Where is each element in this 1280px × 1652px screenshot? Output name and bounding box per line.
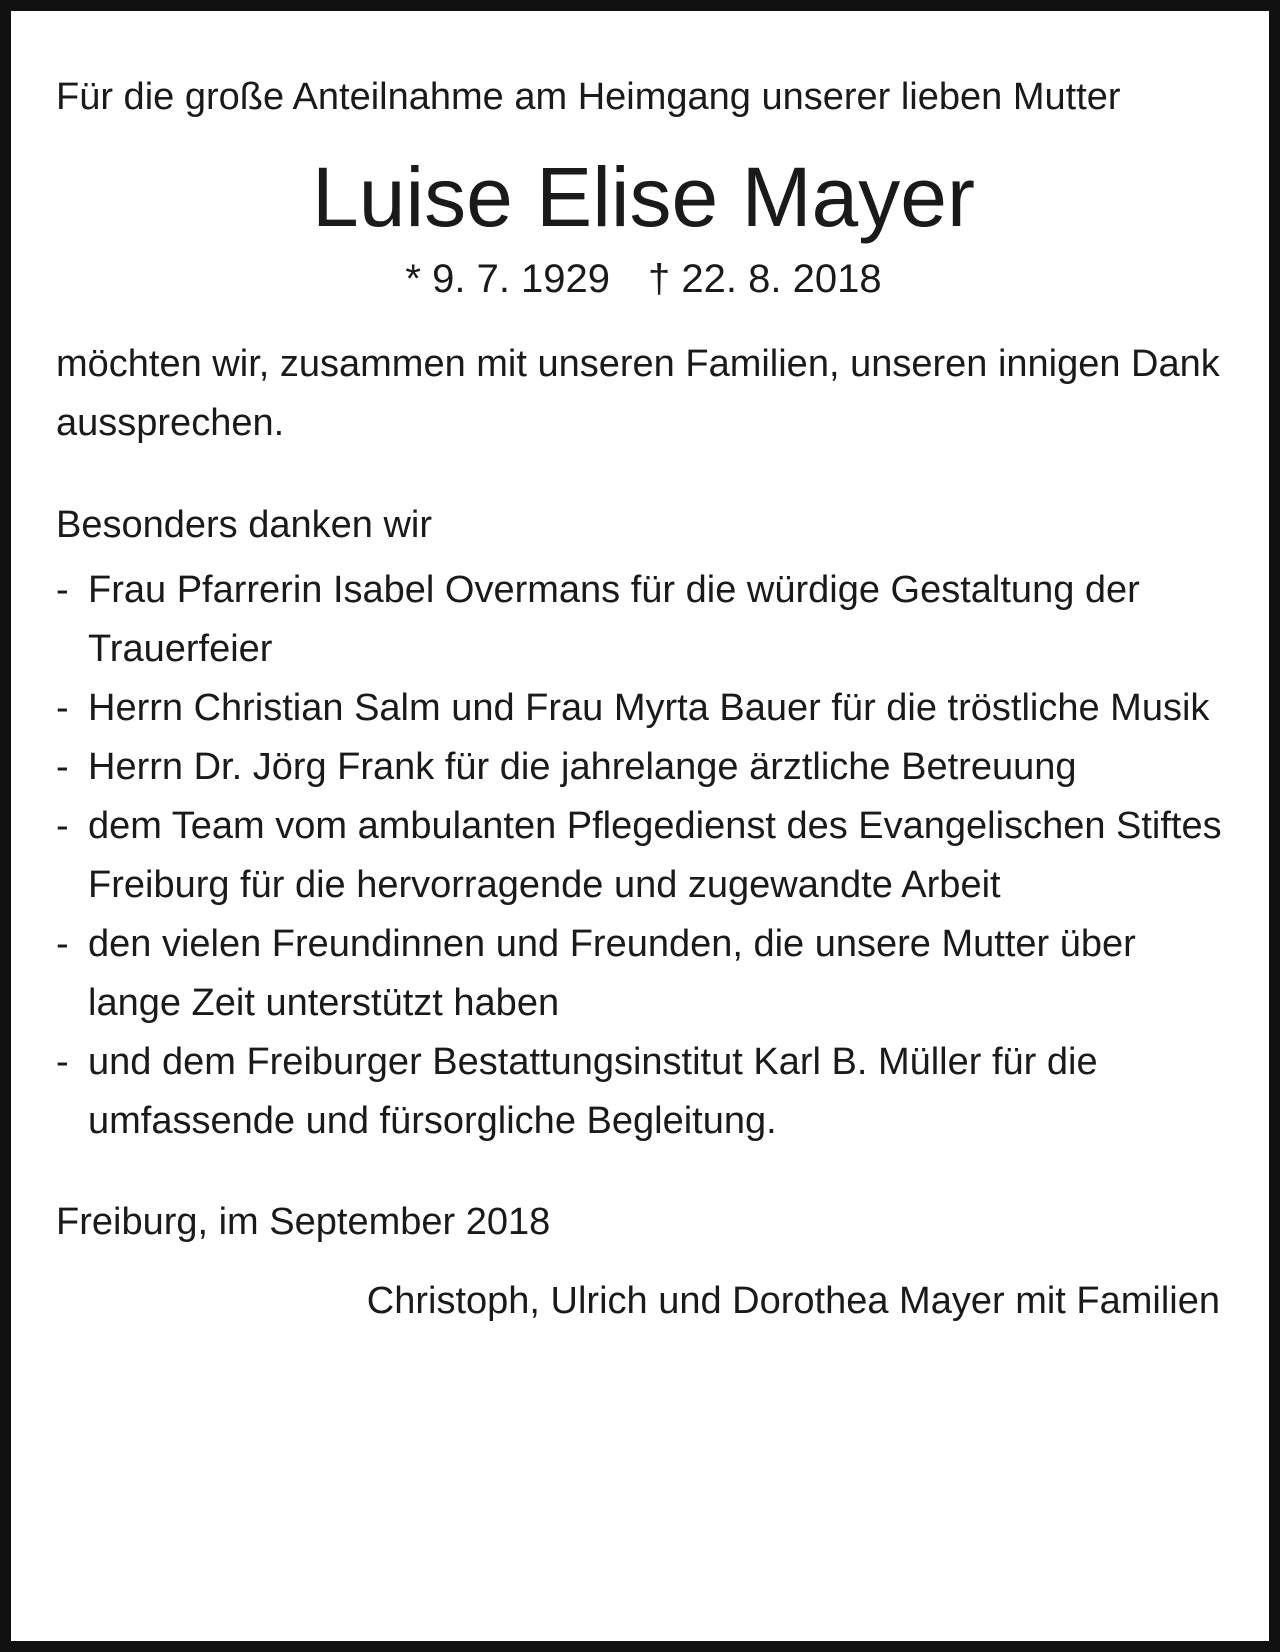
list-item (56, 738, 1231, 797)
list-item (56, 679, 1231, 738)
list-item-text: den vielen Freundinnen und Freunden, die unsere Mutter über lange Zeit unterstützt haben (88, 923, 1136, 1024)
list-item-text: Herrn Christian Salm und Frau Myrta Bauer für die tröstliche Musik (88, 687, 1210, 729)
special-thanks-heading: Besonders danken wir (56, 504, 432, 546)
list-dash: - (56, 746, 69, 788)
thanks-list (56, 561, 1231, 1151)
list-dash: - (56, 687, 69, 729)
list-item (56, 797, 1231, 915)
list-dash: - (56, 923, 69, 965)
death-date: † 22. 8. 2018 (648, 257, 882, 301)
list-item-text: Herrn Dr. Jörg Frank für die jahrelange ärztliche Betreuung (88, 746, 1077, 788)
notice-content (56, 68, 1231, 1331)
life-dates (56, 249, 1231, 309)
intro-text: Für die große Anteilnahme am Heimgang unserer lieben Mutter (56, 76, 1121, 118)
list-item-text: Frau Pfarrerin Isabel Overmans für die würdige Gestaltung der Trauerfeier (88, 569, 1140, 670)
list-item (56, 915, 1231, 1033)
birth-date: * 9. 7. 1929 (405, 257, 611, 301)
list-dash: - (56, 1041, 69, 1083)
list-dash: - (56, 569, 69, 611)
signature: Christoph, Ulrich und Dorothea Mayer mit Familien (366, 1280, 1220, 1322)
place-and-date: Freiburg, im September 2018 (56, 1201, 551, 1243)
list-item (56, 1033, 1231, 1151)
list-item (56, 561, 1231, 679)
list-dash: - (56, 805, 69, 847)
deceased-name: Luise Elise Mayer (312, 150, 975, 244)
list-item-text: und dem Freiburger Bestattungsinstitut Karl B. Müller für die umfassende und fürsorgliche Begleitung. (88, 1041, 1098, 1142)
thanks-text: möchten wir, zusammen mit unseren Familien, unseren innigen Dank aussprechen. (56, 343, 1220, 444)
list-item-text: dem Team vom ambulanten Pflegedienst des Evangelischen Stiftes Freiburg für die hervorragende und zugewandte Arbeit (88, 805, 1222, 906)
